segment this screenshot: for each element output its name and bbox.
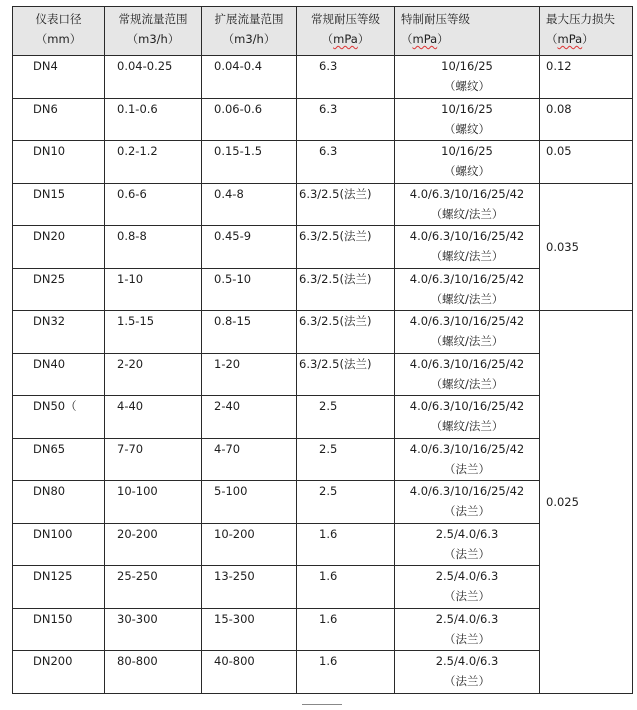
- cell-normal-pressure: 2.5: [297, 396, 395, 439]
- cell-max-loss-merged: 0.035: [540, 183, 633, 311]
- header-max-loss: [540, 7, 633, 56]
- cell-max-loss: 0.12: [540, 56, 633, 99]
- cell-max-loss-merged: 0.025: [540, 311, 633, 694]
- cell-normal-flow: 0.04-0.25: [105, 56, 202, 99]
- cell-normal-flow: 1-10: [105, 268, 202, 311]
- header-max-loss-unit: （mPa）: [546, 32, 594, 46]
- cell-normal-pressure: 2.5: [297, 438, 395, 481]
- cell-size: DN10: [13, 141, 105, 184]
- cell-special-pressure: 2.5/4.0/6.3 （法兰）: [395, 608, 540, 651]
- table-row: [13, 98, 633, 141]
- cell-max-loss: 0.05: [540, 141, 633, 184]
- cell-extended-flow: 0.5-10: [202, 268, 297, 311]
- header-extended-flow: [202, 7, 297, 56]
- cell-extended-flow: 5-100: [202, 481, 297, 524]
- cell-normal-flow: 4-40: [105, 396, 202, 439]
- cell-normal-pressure: 6.3: [297, 141, 395, 184]
- cell-size: DN65: [13, 438, 105, 481]
- cell-size: DN6: [13, 98, 105, 141]
- cell-size: DN15: [13, 183, 105, 226]
- header-normal-flow-title: 常规流量范围: [118, 12, 188, 26]
- cell-normal-pressure: 1.6: [297, 523, 395, 566]
- cell-special-pressure: 4.0/6.3/10/16/25/42 （螺纹/法兰）: [395, 396, 540, 439]
- cell-normal-pressure: 6.3/2.5(法兰): [297, 183, 395, 226]
- cell-special-pressure: 4.0/6.3/10/16/25/42 （螺纹/法兰）: [395, 311, 540, 354]
- cell-special-pressure: 10/16/25 （螺纹）: [395, 56, 540, 99]
- cell-normal-pressure: 6.3: [297, 98, 395, 141]
- table-row: [13, 311, 633, 354]
- cell-normal-pressure: 1.6: [297, 651, 395, 694]
- cell-size: DN25: [13, 268, 105, 311]
- header-normal-pressure: [297, 7, 395, 56]
- table-row: [13, 141, 633, 184]
- cell-normal-flow: 2-20: [105, 353, 202, 396]
- cell-normal-flow: 25-250: [105, 566, 202, 609]
- header-size-unit: （mm）: [35, 32, 82, 46]
- cell-special-pressure: 2.5/4.0/6.3 （法兰）: [395, 523, 540, 566]
- cell-special-pressure: 2.5/4.0/6.3 （法兰）: [395, 566, 540, 609]
- cell-size: DN20: [13, 226, 105, 269]
- header-special-pressure-unit: （mPa）: [401, 32, 449, 46]
- header-extended-flow-title: 扩展流量范围: [214, 12, 284, 26]
- cell-special-pressure: 4.0/6.3/10/16/25/42 （法兰）: [395, 438, 540, 481]
- cell-max-loss: 0.08: [540, 98, 633, 141]
- cell-extended-flow: 15-300: [202, 608, 297, 651]
- cell-normal-flow: 80-800: [105, 651, 202, 694]
- cell-special-pressure: 4.0/6.3/10/16/25/42 （螺纹/法兰）: [395, 353, 540, 396]
- cell-extended-flow: 2-40: [202, 396, 297, 439]
- cell-normal-flow: 0.8-8: [105, 226, 202, 269]
- cell-extended-flow: 10-200: [202, 523, 297, 566]
- header-max-loss-title: 最大压力损失: [546, 12, 615, 26]
- cell-normal-flow: 1.5-15: [105, 311, 202, 354]
- cell-size: DN32: [13, 311, 105, 354]
- header-extended-flow-unit: （m3/h）: [222, 32, 276, 46]
- header-size: [13, 7, 105, 56]
- cell-size: DN80: [13, 481, 105, 524]
- cell-special-pressure: 10/16/25 （螺纹）: [395, 98, 540, 141]
- header-normal-pressure-title: 常规耐压等级: [311, 12, 380, 26]
- cell-normal-flow: 0.1-0.6: [105, 98, 202, 141]
- cell-normal-pressure: 6.3/2.5(法兰): [297, 353, 395, 396]
- footer-rule: [302, 704, 342, 705]
- cell-normal-pressure: 6.3/2.5(法兰): [297, 311, 395, 354]
- cell-special-pressure: 4.0/6.3/10/16/25/42 （螺纹/法兰）: [395, 183, 540, 226]
- header-normal-pressure-unit: （mPa）: [321, 32, 370, 46]
- cell-extended-flow: 13-250: [202, 566, 297, 609]
- cell-size: DN50（: [13, 396, 105, 439]
- cell-extended-flow: 0.15-1.5: [202, 141, 297, 184]
- header-special-pressure-title: 特制耐压等级: [401, 12, 470, 26]
- cell-size: DN100: [13, 523, 105, 566]
- header-special-pressure: [395, 7, 540, 56]
- cell-normal-flow: 0.2-1.2: [105, 141, 202, 184]
- cell-special-pressure: 2.5/4.0/6.3 （法兰）: [395, 651, 540, 694]
- header-normal-flow: [105, 7, 202, 56]
- cell-normal-pressure: 6.3/2.5(法兰): [297, 226, 395, 269]
- cell-size: DN125: [13, 566, 105, 609]
- cell-normal-pressure: 2.5: [297, 481, 395, 524]
- cell-normal-pressure: 1.6: [297, 608, 395, 651]
- cell-size: DN150: [13, 608, 105, 651]
- cell-extended-flow: 0.4-8: [202, 183, 297, 226]
- header-row: [13, 7, 633, 56]
- table-row: [13, 183, 633, 226]
- cell-special-pressure: 4.0/6.3/10/16/25/42 （螺纹/法兰）: [395, 226, 540, 269]
- cell-normal-flow: 7-70: [105, 438, 202, 481]
- flowmeter-spec-table: [12, 6, 633, 694]
- cell-extended-flow: 1-20: [202, 353, 297, 396]
- cell-size: DN40: [13, 353, 105, 396]
- cell-extended-flow: 0.45-9: [202, 226, 297, 269]
- cell-special-pressure: 4.0/6.3/10/16/25/42 （螺纹/法兰）: [395, 268, 540, 311]
- cell-normal-flow: 10-100: [105, 481, 202, 524]
- cell-extended-flow: 0.06-0.6: [202, 98, 297, 141]
- cell-special-pressure: 4.0/6.3/10/16/25/42 （法兰）: [395, 481, 540, 524]
- cell-extended-flow: 40-800: [202, 651, 297, 694]
- cell-normal-pressure: 1.6: [297, 566, 395, 609]
- cell-normal-flow: 20-200: [105, 523, 202, 566]
- cell-normal-flow: 0.6-6: [105, 183, 202, 226]
- cell-normal-pressure: 6.3: [297, 56, 395, 99]
- table-row: [13, 56, 633, 99]
- cell-normal-flow: 30-300: [105, 608, 202, 651]
- cell-special-pressure: 10/16/25 （螺纹）: [395, 141, 540, 184]
- cell-size: DN200: [13, 651, 105, 694]
- cell-extended-flow: 0.04-0.4: [202, 56, 297, 99]
- cell-size: DN4: [13, 56, 105, 99]
- cell-normal-pressure: 6.3/2.5(法兰): [297, 268, 395, 311]
- header-size-title: 仪表口径: [35, 12, 82, 26]
- cell-extended-flow: 4-70: [202, 438, 297, 481]
- header-normal-flow-unit: （m3/h）: [126, 32, 180, 46]
- cell-extended-flow: 0.8-15: [202, 311, 297, 354]
